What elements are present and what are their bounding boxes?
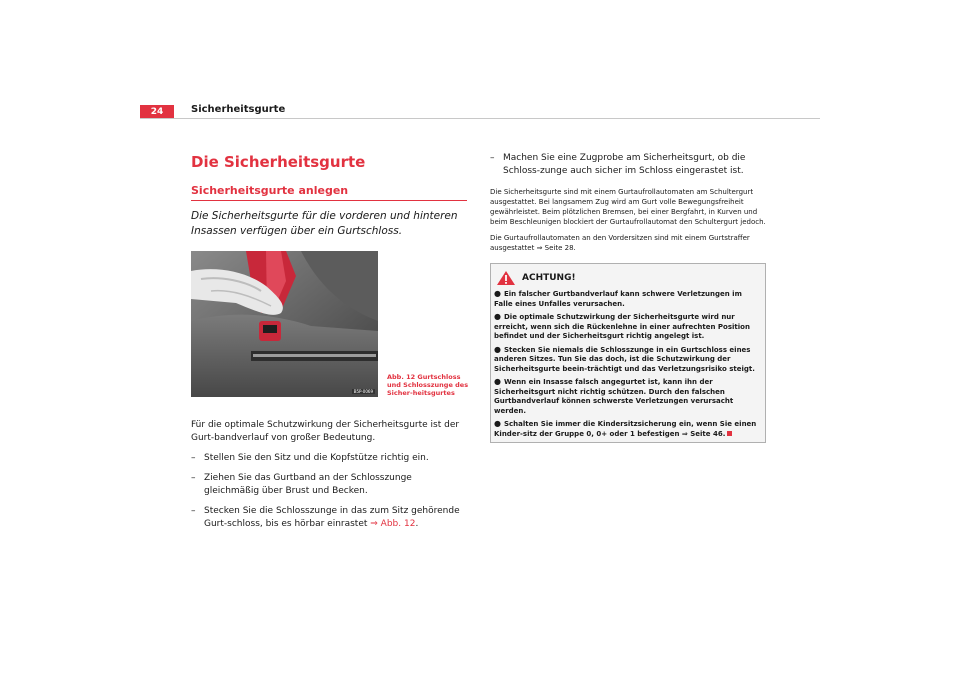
page-reference-link[interactable]: ⇒ Seite 28. xyxy=(536,244,576,252)
figure xyxy=(191,251,467,397)
info-text: Die Gurtaufrollautomaten an den Vordersitzen sind mit einem Gurtstraffer ausgestattet xyxy=(490,234,750,252)
warning-item xyxy=(494,419,762,439)
step-text-end: . xyxy=(415,519,419,529)
bullet-icon: ● xyxy=(494,344,501,354)
warning-item xyxy=(494,345,762,375)
warning-text: Stecken Sie niemals die Schlosszunge in ein Gurtschloss eines anderen Sitzes. Tun Sie das doch, ist die Schutzwirkung der Sicherheitsgurte beein-trächtigt und das Verletzungsrisiko steigt. xyxy=(494,345,755,373)
step-dash: – xyxy=(191,506,196,516)
step-item xyxy=(191,505,467,531)
running-head: Sicherheitsgurte xyxy=(191,104,286,115)
bullet-icon: ● xyxy=(494,419,501,428)
step-text: Stellen Sie den Sitz und die Kopfstütze richtig ein. xyxy=(204,453,429,463)
right-column xyxy=(490,152,766,443)
left-column xyxy=(191,152,467,531)
seatbelt-buckle-illustration xyxy=(191,251,378,397)
section-title: Die Sicherheitsgurte xyxy=(191,153,366,171)
page-number: 24 xyxy=(140,105,174,119)
bullet-icon: ● xyxy=(494,377,501,386)
warning-text: Die optimale Schutzwirkung der Sicherheitsgurte wird nur erreicht, wenn sich die Rückenlehne in einer aufrechten Position befindet und der Sicherheitsgurt richtig angelegt ist. xyxy=(494,313,750,340)
body-paragraph: Für die optimale Schutzwirkung der Sicherheitsgurte ist der Gurt-bandverlauf von großer Bedeutung. xyxy=(191,420,460,443)
warning-item xyxy=(494,312,762,342)
step-item xyxy=(191,472,467,498)
warning-box xyxy=(490,263,766,443)
figure-caption: Abb. 12 Gurtschloss und Schlosszunge des Sicher-heitsgurtes xyxy=(387,373,469,397)
step-dash: – xyxy=(191,453,196,463)
warning-item xyxy=(494,377,762,416)
warning-text: Schalten Sie immer die Kindersitzsicherung ein, wenn Sie einen Kinder-sitz der Gruppe 0, 0+ oder 1 befestigen ⇒ Seite 46. xyxy=(494,420,757,438)
warning-text: Wenn ein Insasse falsch angegurtet ist, kann ihn der Sicherheitsgurt nicht richtig schützen. Durch den falschen Gurtbandverlauf können schwerste Verletzungen verursacht werden. xyxy=(494,378,734,415)
figure-reference-link[interactable]: ⇒ Abb. 12 xyxy=(370,519,416,529)
step-item xyxy=(490,152,766,178)
info-paragraph: Die Sicherheitsgurte sind mit einem Gurtaufrollautomaten am Schultergurt ausgestattet. Bei langsamem Zug wird am Gurt volle Bewegungsfreiheit gewährleistet. Beim plötzlichen Bremsen, bei einer Bergfahrt, in Kurven und beim Beschleunigen blockiert der Gurtaufrollautomat den Schultergurt jedoch. xyxy=(490,188,766,226)
warning-title: ACHTUNG! xyxy=(522,273,576,283)
step-text: Stecken Sie die Schlosszunge in das zum Sitz gehörende Gurt-schloss, bis es hörbar einrastet xyxy=(204,506,460,529)
end-of-section-marker-icon xyxy=(727,431,732,436)
bullet-icon: ● xyxy=(494,312,501,321)
step-text: Machen Sie eine Zugprobe am Sicherheitsgurt, ob die Schloss-zunge auch sicher im Schloss eingerastet ist. xyxy=(503,153,746,176)
figure-code: B5P-0069 xyxy=(353,389,373,394)
step-text: Ziehen Sie das Gurtband an der Schlosszunge gleichmäßig über Brust und Becken. xyxy=(204,473,412,496)
step-item xyxy=(191,452,467,465)
step-dash: – xyxy=(191,473,196,483)
warning-item xyxy=(494,289,762,309)
section-subtitle: Sicherheitsgurte anlegen xyxy=(191,184,467,201)
header-rule xyxy=(140,118,820,119)
bullet-icon: ● xyxy=(494,289,501,298)
warning-header xyxy=(494,270,762,286)
section-intro: Die Sicherheitsgurte für die vorderen und hinteren Insassen verfügen über ein Gurtschloss. xyxy=(191,210,458,237)
seatbelt-buckle-photo xyxy=(191,251,378,397)
warning-triangle-icon xyxy=(496,270,516,286)
warning-text: Ein falscher Gurtbandverlauf kann schwere Verletzungen im Falle eines Unfalles verursachen. xyxy=(494,290,742,308)
step-dash: – xyxy=(490,153,495,163)
info-paragraph xyxy=(490,233,766,253)
